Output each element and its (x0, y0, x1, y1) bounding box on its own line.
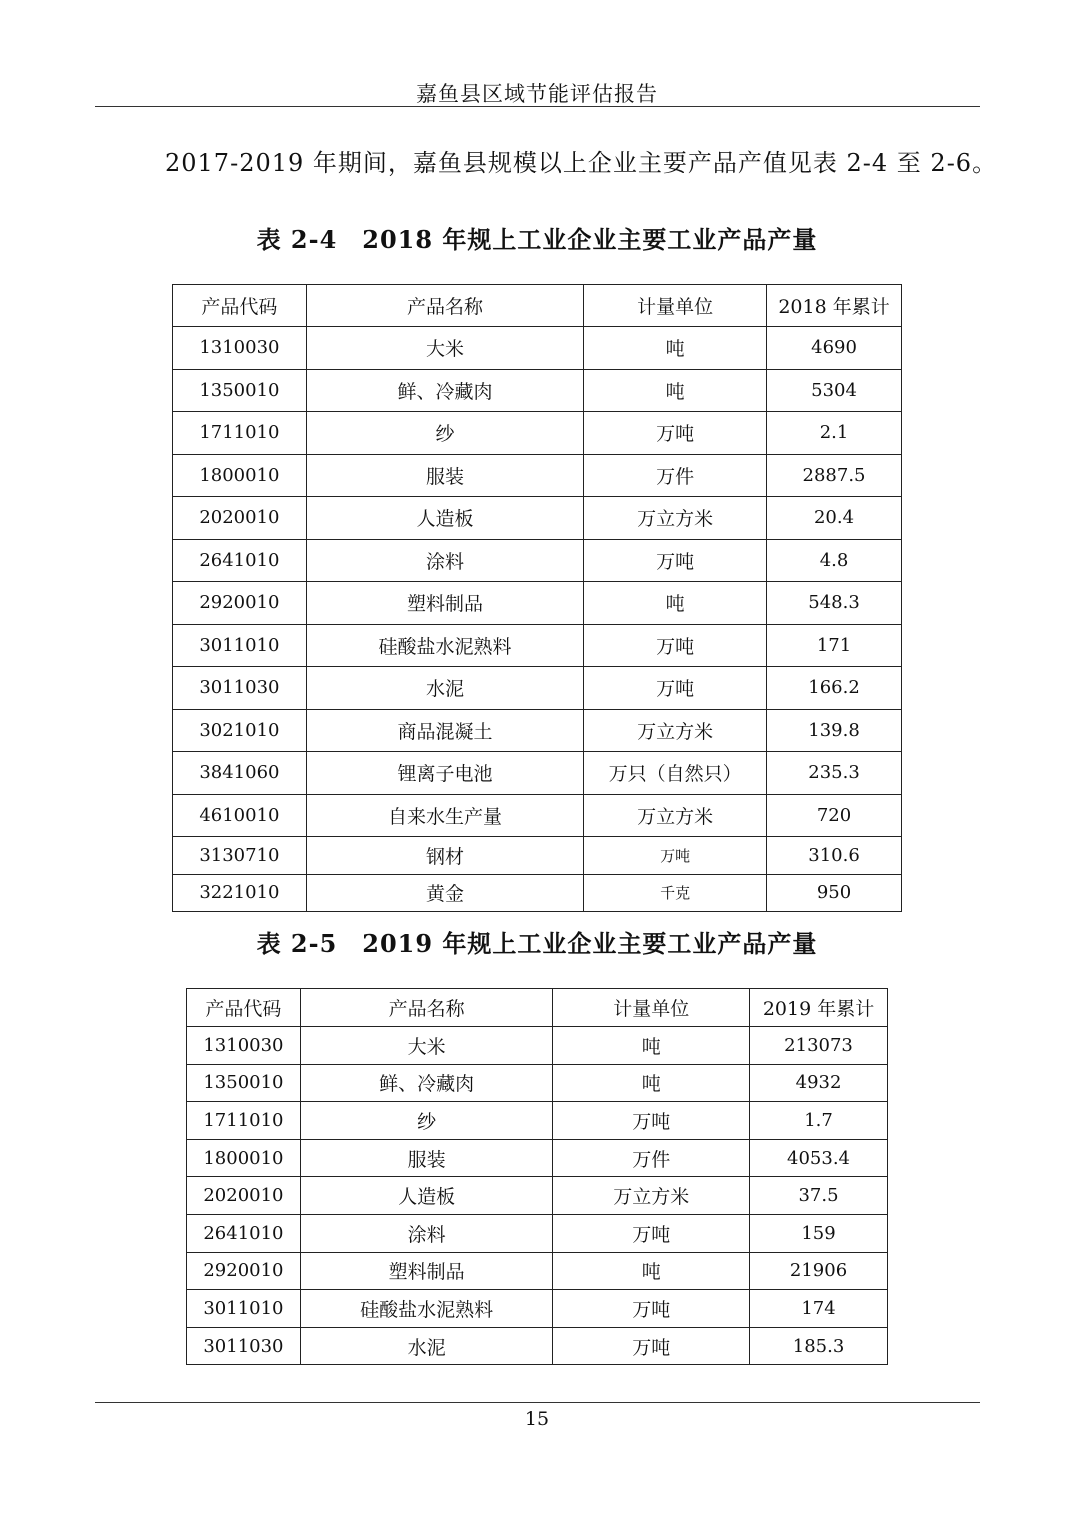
product-name: 纱 (306, 412, 583, 455)
product-unit: 万吨 (553, 1290, 750, 1328)
product-unit: 吨 (584, 369, 767, 412)
table-row (187, 1139, 888, 1177)
product-total: 235.3 (767, 752, 902, 795)
product-code: 3011010 (187, 1290, 301, 1328)
product-code: 1350010 (187, 1064, 301, 1102)
product-code: 1711010 (187, 1102, 301, 1140)
product-unit: 万立方米 (553, 1177, 750, 1215)
product-name: 黄金 (306, 874, 583, 912)
product-name: 钢材 (306, 837, 583, 875)
footer-rule (95, 1402, 980, 1403)
column-header-name: 产品名称 (300, 989, 553, 1027)
product-name: 服装 (300, 1139, 553, 1177)
product-unit: 万吨 (584, 539, 767, 582)
product-name: 硅酸盐水泥熟料 (306, 624, 583, 667)
product-unit: 千克 (584, 874, 767, 912)
product-name: 涂料 (300, 1214, 553, 1252)
product-name: 塑料制品 (300, 1252, 553, 1290)
product-code: 4610010 (173, 794, 307, 837)
page-header-title: 嘉鱼县区域节能评估报告 (416, 82, 658, 106)
page-number: 15 (524, 1408, 550, 1430)
product-total: 37.5 (750, 1177, 888, 1215)
product-name: 纱 (300, 1102, 553, 1140)
table-row (173, 667, 902, 710)
product-unit: 万吨 (584, 624, 767, 667)
table-row (173, 327, 902, 370)
product-code: 2920010 (187, 1252, 301, 1290)
product-unit: 万吨 (584, 667, 767, 710)
column-header-total: 2019 年累计 (750, 989, 888, 1027)
product-code: 1711010 (173, 412, 307, 455)
product-code: 3011030 (187, 1327, 301, 1365)
product-code: 2020010 (187, 1177, 301, 1215)
table-row (173, 582, 902, 625)
product-code: 1800010 (187, 1139, 301, 1177)
table-row (173, 837, 902, 875)
product-name: 涂料 (306, 539, 583, 582)
product-unit: 万吨 (553, 1102, 750, 1140)
product-total: 950 (767, 874, 902, 912)
table-row (187, 1027, 888, 1065)
product-total: 548.3 (767, 582, 902, 625)
product-total: 2887.5 (767, 454, 902, 497)
product-code: 2641010 (173, 539, 307, 582)
product-code: 3011010 (173, 624, 307, 667)
product-total: 185.3 (750, 1327, 888, 1365)
product-code: 1800010 (173, 454, 307, 497)
table-row (173, 497, 902, 540)
product-code: 3021010 (173, 709, 307, 752)
product-code: 3221010 (173, 874, 307, 912)
product-name: 大米 (300, 1027, 553, 1065)
product-total: 159 (750, 1214, 888, 1252)
table-2-5-title: 表 2-5 2019 年规上工业企业主要工业产品产量 (256, 929, 818, 958)
table-row (187, 1252, 888, 1290)
product-unit: 万件 (584, 454, 767, 497)
product-total: 20.4 (767, 497, 902, 540)
product-name: 硅酸盐水泥熟料 (300, 1290, 553, 1328)
product-code: 1310030 (173, 327, 307, 370)
table-2-4 (172, 284, 902, 912)
product-total: 4053.4 (750, 1139, 888, 1177)
product-unit: 万吨 (584, 837, 767, 875)
product-code: 3130710 (173, 837, 307, 875)
product-unit: 万立方米 (584, 497, 767, 540)
table-row (173, 454, 902, 497)
product-unit: 万吨 (584, 412, 767, 455)
product-total: 4690 (767, 327, 902, 370)
intro-paragraph: 2017-2019 年期间，嘉鱼县规模以上企业主要产品产值见表 2-4 至 2-6。 (165, 149, 998, 177)
product-name: 人造板 (300, 1177, 553, 1215)
product-name: 锂离子电池 (306, 752, 583, 795)
table-2-5 (186, 988, 888, 1365)
product-name: 人造板 (306, 497, 583, 540)
table-row (187, 1214, 888, 1252)
product-unit: 吨 (584, 327, 767, 370)
product-name: 鲜、冷藏肉 (306, 369, 583, 412)
product-unit: 吨 (584, 582, 767, 625)
product-name: 水泥 (306, 667, 583, 710)
table-row (173, 709, 902, 752)
table-header-row (173, 285, 902, 327)
product-unit: 万立方米 (584, 794, 767, 837)
product-total: 166.2 (767, 667, 902, 710)
column-header-unit: 计量单位 (553, 989, 750, 1027)
product-total: 213073 (750, 1027, 888, 1065)
product-unit: 万只（自然只） (584, 752, 767, 795)
column-header-code: 产品代码 (187, 989, 301, 1027)
table-row (173, 874, 902, 912)
column-header-name: 产品名称 (306, 285, 583, 327)
product-code: 2641010 (187, 1214, 301, 1252)
product-code: 2920010 (173, 582, 307, 625)
product-code: 3011030 (173, 667, 307, 710)
table-row (187, 1102, 888, 1140)
product-name: 鲜、冷藏肉 (300, 1064, 553, 1102)
product-total: 1.7 (750, 1102, 888, 1140)
column-header-unit: 计量单位 (584, 285, 767, 327)
product-name: 水泥 (300, 1327, 553, 1365)
table-header-row (187, 989, 888, 1027)
product-unit: 万吨 (553, 1214, 750, 1252)
table-row (173, 539, 902, 582)
table-row (173, 412, 902, 455)
product-unit: 吨 (553, 1064, 750, 1102)
header-rule (95, 106, 980, 107)
product-total: 5304 (767, 369, 902, 412)
product-total: 21906 (750, 1252, 888, 1290)
product-total: 4.8 (767, 539, 902, 582)
column-header-total: 2018 年累计 (767, 285, 902, 327)
product-total: 174 (750, 1290, 888, 1328)
product-name: 商品混凝土 (306, 709, 583, 752)
product-code: 1350010 (173, 369, 307, 412)
column-header-code: 产品代码 (173, 285, 307, 327)
product-total: 4932 (750, 1064, 888, 1102)
table-row (173, 624, 902, 667)
product-code: 1310030 (187, 1027, 301, 1065)
product-name: 塑料制品 (306, 582, 583, 625)
product-name: 大米 (306, 327, 583, 370)
table-2-4-title: 表 2-4 2018 年规上工业企业主要工业产品产量 (256, 225, 818, 254)
table-row (187, 1327, 888, 1365)
table-row (173, 752, 902, 795)
table-row (187, 1177, 888, 1215)
product-unit: 万立方米 (584, 709, 767, 752)
product-name: 服装 (306, 454, 583, 497)
product-name: 自来水生产量 (306, 794, 583, 837)
product-unit: 吨 (553, 1027, 750, 1065)
product-unit: 万件 (553, 1139, 750, 1177)
product-total: 310.6 (767, 837, 902, 875)
product-total: 171 (767, 624, 902, 667)
table-row (187, 1290, 888, 1328)
product-unit: 吨 (553, 1252, 750, 1290)
table-row (173, 794, 902, 837)
product-total: 139.8 (767, 709, 902, 752)
product-total: 2.1 (767, 412, 902, 455)
product-unit: 万吨 (553, 1327, 750, 1365)
product-code: 2020010 (173, 497, 307, 540)
product-total: 720 (767, 794, 902, 837)
table-row (187, 1064, 888, 1102)
product-code: 3841060 (173, 752, 307, 795)
table-row (173, 369, 902, 412)
